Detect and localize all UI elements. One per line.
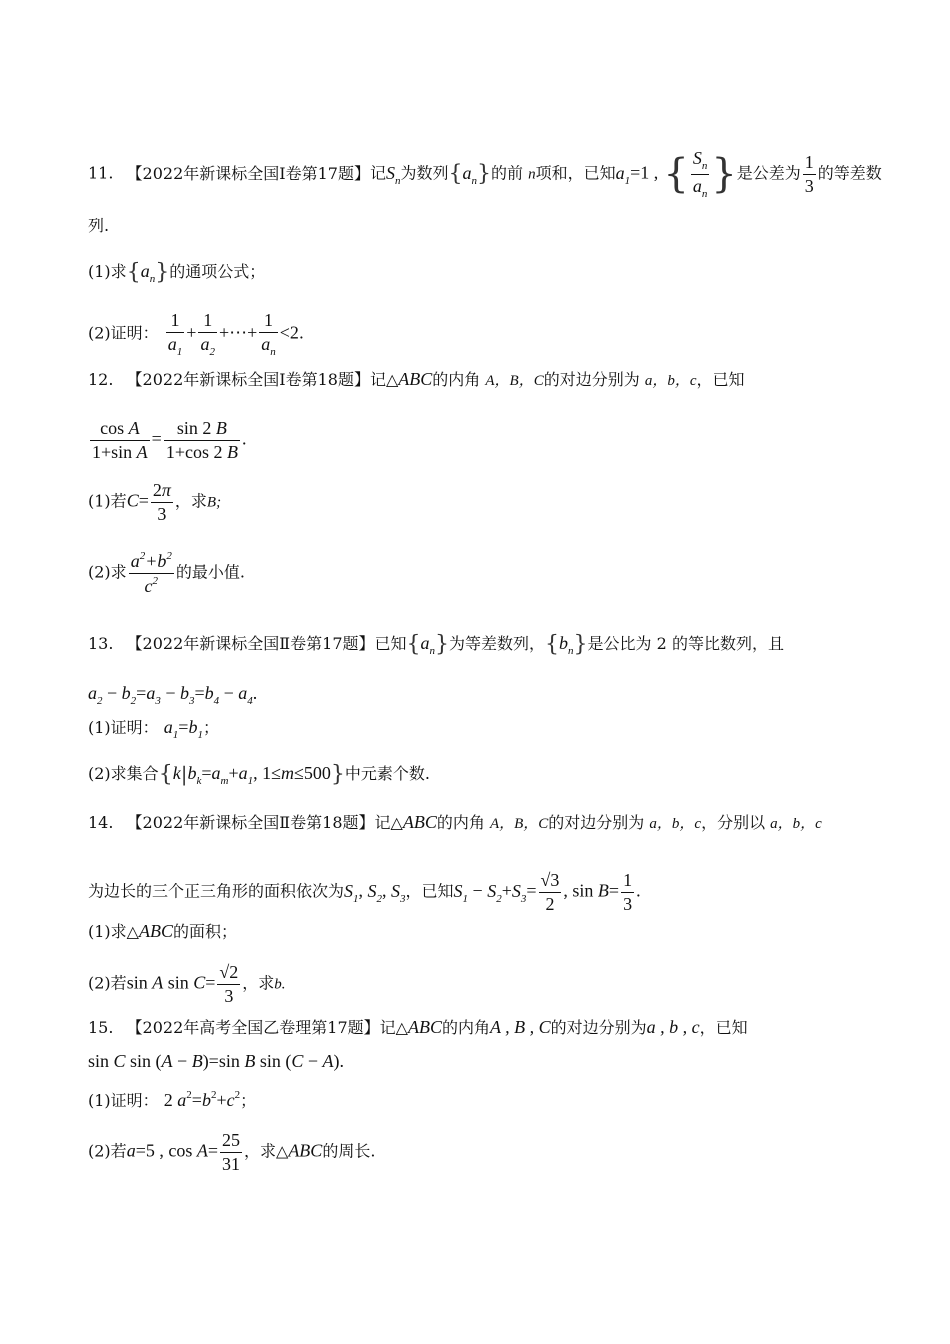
problem-11-stem-cont: 列.: [88, 216, 110, 235]
problem-13-stem: 13. 【2022年新课标全国Ⅱ卷第17题】已知$\{a_n\}$为等差数列，$\{b_n\}$是公比为 2 的等比数列，且: [88, 632, 784, 657]
problem-15-part-1: (1)证明： 2 $a^2=b^2+c^2$；: [88, 1089, 257, 1110]
problem-12-part-2: (2)求 $\frac{a^2+b^2}{c^2}$ 的最小值.: [88, 550, 245, 596]
problem-14-part-2: (2)若sin A sin C= $\frac{√2}{3}$ ，求b.: [88, 962, 286, 1006]
problem-13-part-1: (1)证明： $a_1=b_1$；: [88, 717, 219, 741]
problem-14-stem: 14. 【2022年新课标全国Ⅱ卷第18题】记△ABC的内角 A，B，C的对边分别为 a，b，c，分别以 a，b，c: [88, 812, 822, 832]
problem-number: 11.: [88, 163, 114, 183]
problem-12-stem: 12. 【2022年新课标全国Ⅰ卷第18题】记△ABC的内角 A，B，C的对边分别为 a，b，c，已知: [88, 369, 745, 389]
problem-14-stem-cont: 为边长的三个正三角形的面积依次为$S_1$, $S_2$, $S_3$，已知$S_1 - S_2+S_3=$ $\frac{√3}{2}$ , sin B= $\frac{1}{3}$ .: [88, 870, 641, 914]
problem-12-part-1: (1)若C= $\frac{2\pi}{3}$ ，求B;: [88, 480, 222, 524]
problem-12-condition: $\frac{\text{cos A}}{\text{1+sin A}}$ = $\frac{\sin 2 B}{1+\cos 2 B}$ .: [92, 418, 247, 462]
problem-13-condition: $a_2 - b_2=a_3 - b_3=b_4 - a_4$.: [88, 683, 258, 707]
problem-11-stem: 11. 【2022年新课标全国Ⅰ卷第17题】记$S_n$为数列$\{a_n\}$的前 n项和，已知$a_1=1$ , { $\frac{S_n}{a_n}$ }是公差为 $\frac{1}{3}$ 的等差数: [88, 148, 882, 200]
problem-15-condition: sin C sin (A − B)=sin B sin (C − A).: [88, 1051, 345, 1071]
problem-11-part-2: (2)证明： $\frac{1}{a_1}$ + $\frac{1}{a_2}$ +⋯+ $\frac{1}{a_n}$ <2.: [88, 310, 304, 358]
problem-15-stem: 15. 【2022年高考全国乙卷理第17题】记△ABC的内角A , B , C的对边分别为a , b , c，已知: [88, 1017, 748, 1037]
problem-source: 【2022年新课标全国Ⅰ卷第17题】: [126, 163, 370, 183]
problem-14-part-1: (1)求△ABC的面积；: [88, 921, 237, 941]
problem-13-part-2: (2)求集合{$k|b_k=a_m+a_1$, 1≤m≤500}中元素个数.: [88, 762, 430, 787]
problem-11-part-1: (1)求$\{a_n\}$的通项公式；: [88, 260, 266, 285]
problem-15-part-2: (2)若a=5 , cos A= $\frac{25}{31}$ ，求△ABC的周长.: [88, 1130, 376, 1174]
